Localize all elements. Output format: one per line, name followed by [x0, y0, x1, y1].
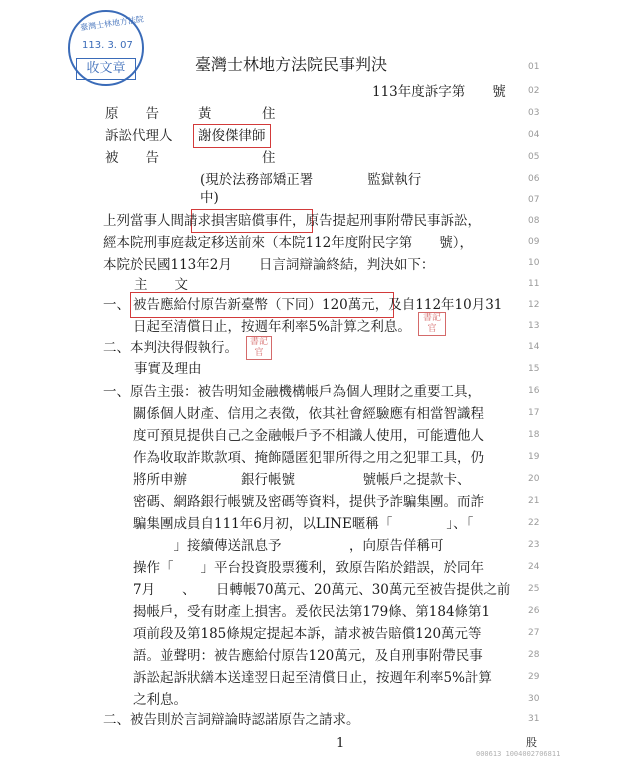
line-number: 26 — [528, 606, 540, 616]
plaintiff-label: 原 告 — [105, 106, 159, 122]
line-number: 19 — [528, 452, 540, 462]
line-number: 14 — [528, 342, 540, 352]
line-number: 13 — [528, 321, 540, 331]
stamp-org: 臺灣士林地方法院 — [79, 14, 145, 33]
line-number: 05 — [528, 152, 540, 162]
line-number: 03 — [528, 108, 540, 118]
line-number: 27 — [528, 628, 540, 638]
item-2: 二、本判決得假執行。 — [103, 340, 238, 356]
line-number: 22 — [528, 518, 540, 528]
line-number: 17 — [528, 408, 540, 418]
line-number: 10 — [528, 258, 540, 268]
line-number: 25 — [528, 584, 540, 594]
line-number: 18 — [528, 430, 540, 440]
line-number: 21 — [528, 496, 540, 506]
para-1-line: 將所申辦 銀行帳號 號帳戶之提款卡、 — [133, 472, 471, 488]
clerk-seal-2: 書記官 — [246, 336, 272, 360]
line-number: 06 — [528, 174, 540, 184]
para-1-line: 之利息。 — [133, 692, 187, 708]
para-1-line: 作為收取詐欺款項、掩飾隱匿犯罪所得之用之犯罪工具，仍 — [133, 450, 484, 466]
line-number: 15 — [528, 364, 540, 374]
item-1-text-cont: 日起至清償日止，按週年利率5%計算之利息。 — [133, 319, 411, 335]
line-number: 29 — [528, 672, 540, 682]
para-1-line: 」接續傳送訊息予 ，向原告佯稱可 — [133, 538, 444, 554]
line-number: 16 — [528, 386, 540, 396]
line-number: 28 — [528, 650, 540, 660]
line-number: 08 — [528, 216, 540, 226]
stamp-label: 收文章 — [76, 58, 136, 80]
line-number: 31 — [528, 714, 540, 724]
page-number: 1 — [336, 736, 345, 751]
para-1-line: 一、原告主張：被告明知金融機構帳戶為個人理財之重要工具， — [103, 384, 481, 400]
plaintiff-name: 黃 — [198, 106, 212, 122]
para-1-line: 騙集團成員自111年6月初，以LINE暱稱「 」、「 — [133, 516, 474, 532]
para-1-line: 度可預見提供自己之金融帳戶予不相識人使用，可能遭他人 — [133, 428, 484, 444]
line-number: 12 — [528, 300, 540, 310]
para-1-line: 語。並聲明：被告應給付原告120萬元，及自刑事附帶民事 — [133, 648, 483, 664]
line-number: 24 — [528, 562, 540, 572]
para-1-line: 操作「 」平台投資股票獲利，致原告陷於錯誤，於同年 — [133, 560, 484, 576]
item-1-prefix: 一、 — [103, 297, 130, 313]
defendant-label: 被 告 — [105, 150, 159, 166]
defendant-note-end: 中) — [200, 190, 219, 206]
facts-heading: 事實及理由 — [134, 361, 202, 377]
page-title: 臺灣士林地方法院民事判決 — [195, 55, 388, 74]
case-number: 113年度訴字第 號 — [372, 84, 506, 100]
para-2: 二、被告則於言詞辯論時認諾原告之請求。 — [103, 712, 360, 728]
body-line-1: 上列當事人間請求損害賠償事件，原告提起刑事附帶民事訴訟， — [103, 213, 481, 229]
defendant-note: (現於法務部矯正署 監獄執行 — [200, 172, 422, 188]
defendant-address: 住 — [262, 150, 276, 166]
line-number: 01 — [528, 62, 540, 72]
line-number: 09 — [528, 237, 540, 247]
body-line-2: 經本院刑事庭裁定移送前來（本院112年度附民字第 號）， — [103, 235, 474, 251]
line-number: 30 — [528, 694, 540, 704]
item-1-text: 被告應給付原告新臺幣（下同）120萬元，及自112年10月31 — [133, 297, 503, 313]
plaintiff-address: 住 — [262, 106, 276, 122]
stamp-date: 113. 3. 07 — [82, 40, 133, 51]
para-1-line: 訴訟起訴狀繕本送達翌日起至清償日止，按週年利率5%計算 — [133, 670, 492, 686]
line-number: 11 — [528, 279, 540, 289]
clerk-seal: 書記官 — [418, 312, 446, 336]
para-1-line: 項前段及第185條規定提起本訴，請求被告賠償120萬元等 — [133, 626, 482, 642]
line-number: 07 — [528, 195, 540, 205]
line-number: 23 — [528, 540, 540, 550]
agent-label: 訴訟代理人 — [105, 128, 173, 144]
line-number: 04 — [528, 130, 540, 140]
para-1-line: 揭帳戶，受有財產上損害。爰依民法第179條、第184條第1 — [133, 604, 491, 620]
para-1-line: 密碼、網路銀行帳號及密碼等資料，提供予詐騙集團。而詐 — [133, 494, 484, 510]
footer-code: 000613 1004002706811 — [476, 750, 561, 758]
line-number: 20 — [528, 474, 540, 484]
footer-division: 股 — [526, 736, 537, 749]
agent-name: 謝俊傑律師 — [198, 128, 266, 144]
para-1-line: 7月 、 日轉帳70萬元、20萬元、30萬元至被告提供之前 — [133, 582, 511, 598]
line-number: 02 — [528, 86, 540, 96]
main-heading: 主 文 — [134, 277, 188, 293]
para-1-line: 關係個人財產、信用之表徵，依其社會經驗應有相當智識程 — [133, 406, 484, 422]
body-line-3: 本院於民國113年2月 日言詞辯論終結，判決如下： — [103, 257, 435, 273]
